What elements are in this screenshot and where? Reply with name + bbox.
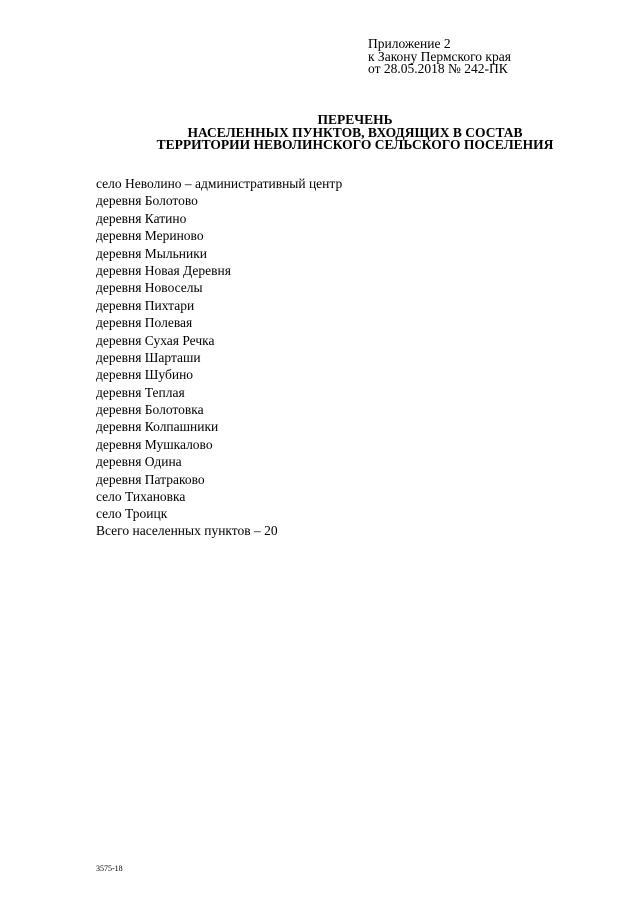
list-item: деревня Новоселы [96,280,203,296]
list-item: село Троицк [96,506,168,522]
document-title [100,114,610,152]
appendix-law-date: от 28.05.2018 № 242-ПК [368,61,508,76]
title-line-1: ПЕРЕЧЕНЬ [317,112,393,127]
list-item: деревня Шарташи [96,349,201,365]
list-item: деревня Болотовка [96,402,204,418]
appendix-number: Приложение 2 [368,36,451,51]
list-item: деревня Мериново [96,228,204,244]
list-item: деревня Патраково [96,471,205,487]
list-item: деревня Мыльники [96,245,207,261]
settlement-list [96,175,342,523]
list-item: село Тихановка [96,489,186,505]
appendix-law-reference: к Закону Пермского края [368,48,511,64]
title-line-2: НАСЕЛЕННЫХ ПУНКТОВ, ВХОДЯЩИХ В СОСТАВ [187,124,523,140]
list-item: деревня Пихтари [96,297,195,313]
list-item: деревня Одина [96,454,182,470]
title-line-3: ТЕРРИТОРИИ НЕВОЛИНСКОГО СЕЛЬСКОГО ПОСЕЛЕНИЯ [156,137,554,152]
list-item: деревня Колпашники [96,419,219,435]
list-item: деревня Катино [96,210,187,226]
list-item: деревня Полевая [96,315,193,331]
list-item: деревня Шубино [96,367,194,383]
list-item: деревня Сухая Речка [96,332,215,348]
list-item: деревня Мушкалово [96,436,213,452]
settlement-total: Всего населенных пунктов – 20 [96,523,278,538]
appendix-header [368,38,511,76]
list-item: деревня Теплая [96,384,185,400]
list-item: деревня Новая Деревня [96,262,231,278]
list-item: село Неволино – административный центр [96,176,343,191]
document-code: 3575-18 [96,864,123,873]
list-item: деревня Болотово [96,193,198,209]
